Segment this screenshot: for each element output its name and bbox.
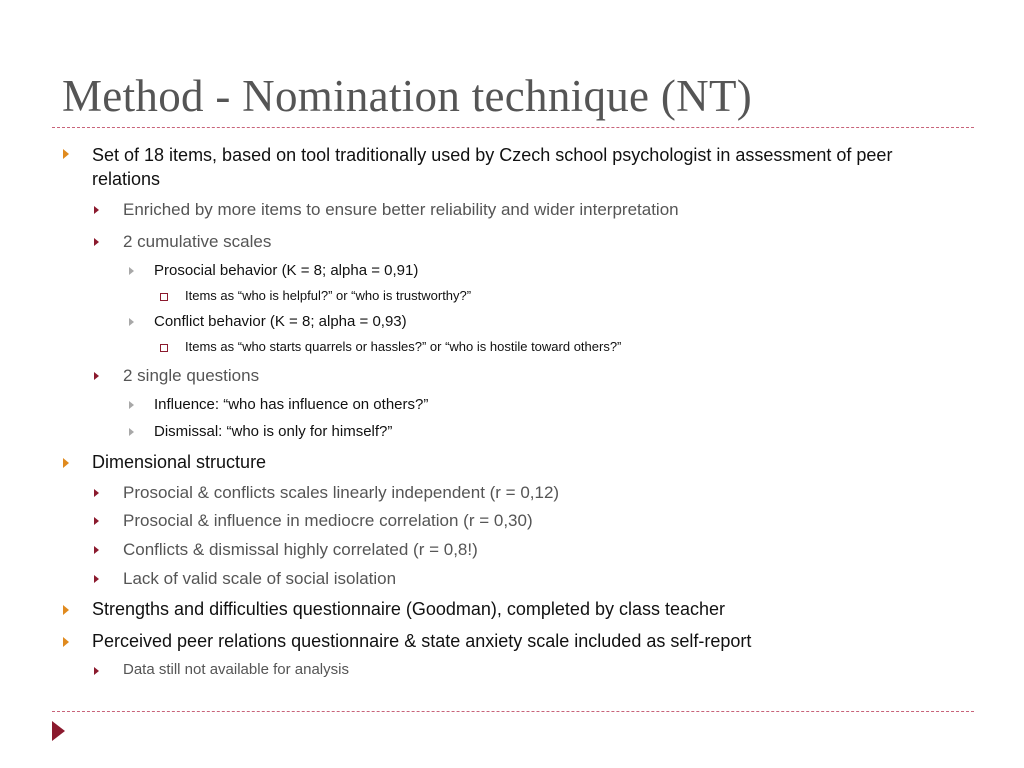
- bullet-item: [123, 200, 679, 220]
- red-triangle-bullet-icon: [94, 575, 99, 583]
- orange-triangle-bullet-icon: [63, 458, 69, 468]
- gray-triangle-bullet-icon: [129, 318, 134, 326]
- gray-triangle-bullet-icon: [129, 428, 134, 436]
- bullet-item: [154, 313, 407, 330]
- bullet-item: [185, 339, 621, 354]
- bullet-text: Prosocial behavior (K = 8; alpha = 0,91): [154, 262, 419, 279]
- bullet-text: 2 cumulative scales: [123, 232, 272, 251]
- orange-triangle-bullet-icon: [63, 637, 69, 647]
- bullet-text: Perceived peer relations questionnaire & state anxiety scale included as self-report: [92, 631, 752, 651]
- bullet-item: [123, 483, 559, 503]
- red-triangle-bullet-icon: [94, 546, 99, 554]
- corner-triangle-icon: [52, 721, 65, 741]
- hollow-square-bullet-icon: [160, 293, 168, 301]
- bullet-item: [92, 452, 266, 473]
- bullet-text: Data still not available for analysis: [123, 661, 349, 678]
- gray-triangle-bullet-icon: [129, 267, 134, 275]
- bullet-text: 2 single questions: [123, 366, 260, 385]
- footer-divider: [52, 711, 974, 712]
- red-triangle-bullet-icon: [94, 667, 99, 675]
- bullet-text: Items as “who is helpful?” or “who is trustworthy?”: [185, 288, 472, 303]
- bullet-item: [92, 599, 725, 620]
- gray-triangle-bullet-icon: [129, 401, 134, 409]
- slide-title: Method - Nomination technique (NT): [62, 71, 753, 121]
- bullet-text: Conflicts & dismissal highly correlated (r = 0,8!): [123, 540, 478, 559]
- bullet-item: [123, 366, 259, 386]
- red-triangle-bullet-icon: [94, 517, 99, 525]
- bullet-item: [154, 262, 418, 279]
- bullet-text: Conflict behavior (K = 8; alpha = 0,93): [154, 313, 407, 330]
- bullet-item: [92, 631, 751, 652]
- bullet-item: [185, 288, 471, 303]
- orange-triangle-bullet-icon: [63, 605, 69, 615]
- bullet-text: Prosocial & conflicts scales linearly independent (r = 0,12): [123, 483, 560, 502]
- red-triangle-bullet-icon: [94, 238, 99, 246]
- bullet-item: [123, 511, 533, 531]
- bullet-item: [92, 143, 952, 191]
- bullet-item: [123, 232, 271, 252]
- hollow-square-bullet-icon: [160, 344, 168, 352]
- bullet-text: Enriched by more items to ensure better reliability and wider interpretation: [123, 200, 679, 219]
- red-triangle-bullet-icon: [94, 372, 99, 380]
- bullet-text: Dismissal: “who is only for himself?”: [154, 423, 393, 440]
- bullet-text: Lack of valid scale of social isolation: [123, 569, 397, 588]
- bullet-item: [123, 661, 349, 678]
- red-triangle-bullet-icon: [94, 206, 99, 214]
- bullet-item: [154, 396, 428, 413]
- bullet-text: Items as “who starts quarrels or hassles?” or “who is hostile toward others?”: [185, 339, 622, 354]
- bullet-item: [154, 423, 392, 440]
- bullet-item: [123, 569, 396, 589]
- red-triangle-bullet-icon: [94, 489, 99, 497]
- bullet-text: Influence: “who has influence on others?”: [154, 396, 429, 413]
- bullet-text: Set of 18 items, based on tool traditionally used by Czech school psychologist in assessment of peer relations: [92, 145, 893, 189]
- bullet-text: Strengths and difficulties questionnaire (Goodman), completed by class teacher: [92, 599, 726, 619]
- orange-triangle-bullet-icon: [63, 149, 69, 159]
- bullet-item: [123, 540, 478, 560]
- bullet-text: Dimensional structure: [92, 452, 267, 472]
- bullet-text: Prosocial & influence in mediocre correlation (r = 0,30): [123, 511, 533, 530]
